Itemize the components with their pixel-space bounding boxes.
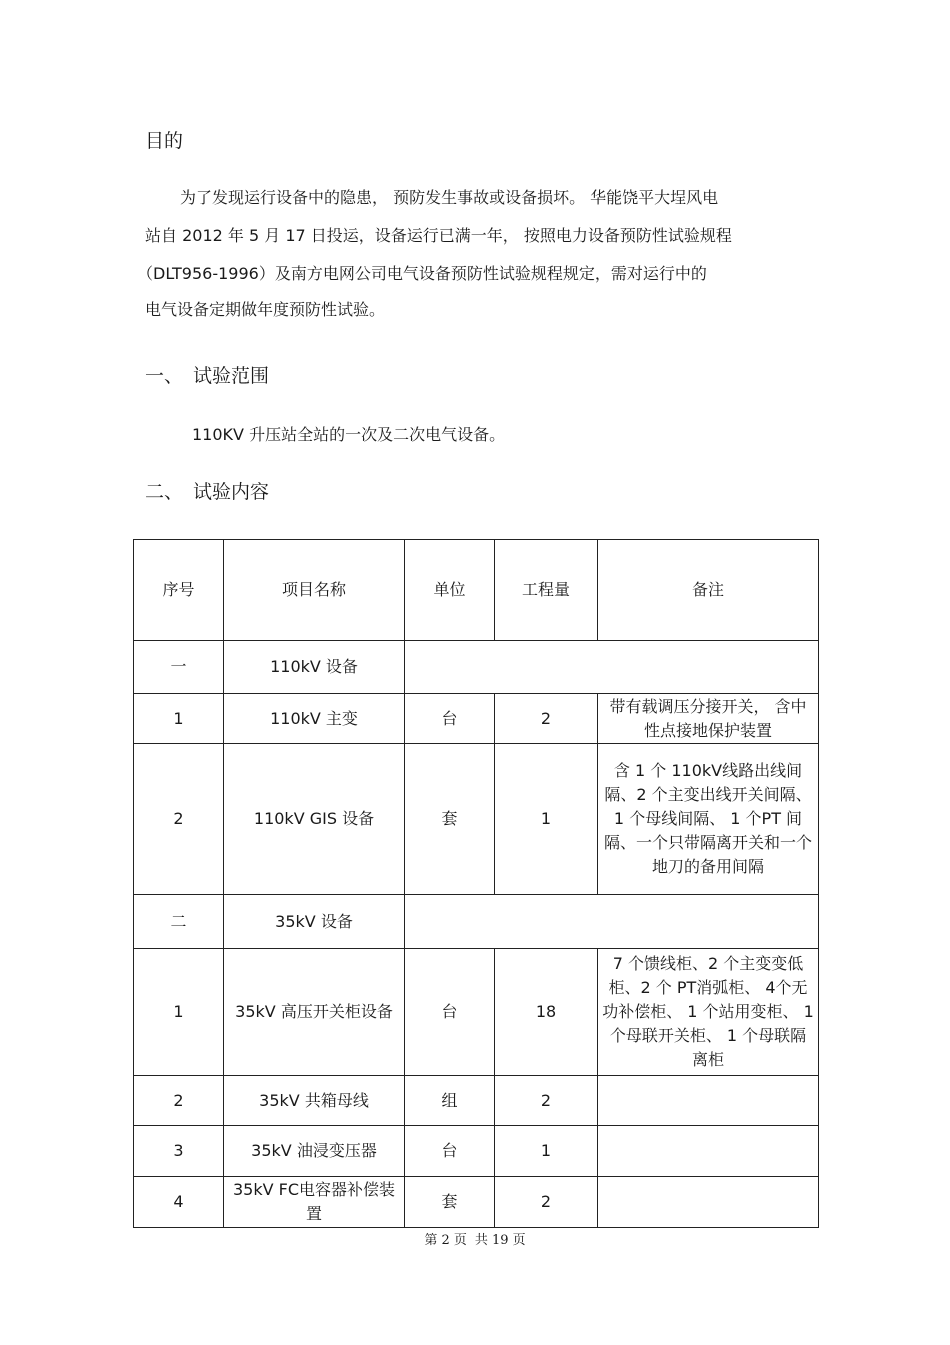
cell-seq: 4: [134, 1177, 224, 1228]
cell-name: 110kV GIS 设备: [224, 744, 405, 895]
test-items-table: [133, 539, 819, 1228]
cell-remark: 含 1 个 110kV线路出线间隔、2 个主变出线开关间隔、 1 个母线间隔、 1 个PT 间隔、一个只带隔离开关和一个地刀的备用间隔: [598, 744, 819, 895]
cell-remark: [598, 1177, 819, 1228]
table-row: [134, 1177, 819, 1228]
section-number: 一、: [145, 365, 184, 387]
cell-qty: 18: [495, 949, 598, 1076]
table-row: [134, 1126, 819, 1177]
scope-text: 110KV 升压站全站的一次及二次电气设备。: [192, 425, 506, 444]
cell-qty: 2: [495, 1076, 598, 1126]
cell-unit: 套: [405, 744, 495, 895]
table-row: [134, 744, 819, 895]
header-qty: 工程量: [495, 540, 598, 641]
table-row: [134, 949, 819, 1076]
cell-unit: 台: [405, 949, 495, 1076]
header-seq: 序号: [134, 540, 224, 641]
purpose-line-4: 电气设备定期做年度预防性试验。: [145, 300, 386, 319]
cell-seq: 一: [134, 641, 224, 694]
table-group-row: [134, 895, 819, 949]
cell-unit: 组: [405, 1076, 495, 1126]
cell-unit: 台: [405, 694, 495, 744]
page-footer: [0, 1233, 950, 1249]
cell-name: 110kV 设备: [224, 641, 405, 694]
cell-seq: 2: [134, 744, 224, 895]
cell-empty: [405, 895, 819, 949]
cell-unit: 套: [405, 1177, 495, 1228]
cell-remark: 带有载调压分接开关， 含中性点接地保护装置: [598, 694, 819, 744]
section-title: 试验内容: [193, 481, 270, 503]
section-heading-scope: [145, 364, 269, 388]
cell-name: 35kV FC电容器补偿装置: [224, 1177, 405, 1228]
cell-name: 110kV 主变: [224, 694, 405, 744]
page-number: 第 2 页: [424, 1233, 467, 1248]
cell-name: 35kV 高压开关柜设备: [224, 949, 405, 1076]
table-header-row: [134, 540, 819, 641]
table-group-row: [134, 641, 819, 694]
cell-name: 35kV 共箱母线: [224, 1076, 405, 1126]
cell-seq: 3: [134, 1126, 224, 1177]
header-unit: 单位: [405, 540, 495, 641]
cell-qty: 1: [495, 744, 598, 895]
cell-seq: 2: [134, 1076, 224, 1126]
section-title: 试验范围: [193, 365, 270, 387]
purpose-line-1: 为了发现运行设备中的隐患， 预防发生事故或设备损坏。 华能饶平大埕风电: [180, 188, 719, 207]
purpose-paragraph: [137, 187, 810, 319]
cell-remark: [598, 1126, 819, 1177]
table-row: [134, 1076, 819, 1126]
cell-qty: 1: [495, 1126, 598, 1177]
cell-seq: 1: [134, 949, 224, 1076]
cell-seq: 二: [134, 895, 224, 949]
header-name: 项目名称: [224, 540, 405, 641]
section-heading-content: [145, 480, 269, 504]
cell-name: 35kV 设备: [224, 895, 405, 949]
cell-seq: 1: [134, 694, 224, 744]
section-number: 二、: [145, 481, 184, 503]
purpose-line-2: 站自 2012 年 5 月 17 日投运，设备运行已满一年， 按照电力设备预防性试验规程: [145, 226, 732, 245]
cell-empty: [405, 641, 819, 694]
header-remark: 备注: [598, 540, 819, 641]
cell-remark: [598, 1076, 819, 1126]
cell-remark: 7 个馈线柜、2 个主变变低柜、2 个 PT消弧柜、 4个无功补偿柜、 1 个站用变柜、 1 个母联开关柜、 1 个母联隔离柜: [598, 949, 819, 1076]
purpose-heading: 目的: [145, 130, 184, 152]
cell-qty: 2: [495, 694, 598, 744]
cell-qty: 2: [495, 1177, 598, 1228]
cell-name: 35kV 油浸变压器: [224, 1126, 405, 1177]
purpose-line-3: （DLT956-1996）及南方电网公司电气设备预防性试验规程规定，需对运行中的: [137, 264, 707, 283]
cell-unit: 台: [405, 1126, 495, 1177]
table-row: [134, 694, 819, 744]
page-total: 共 19 页: [474, 1233, 526, 1248]
